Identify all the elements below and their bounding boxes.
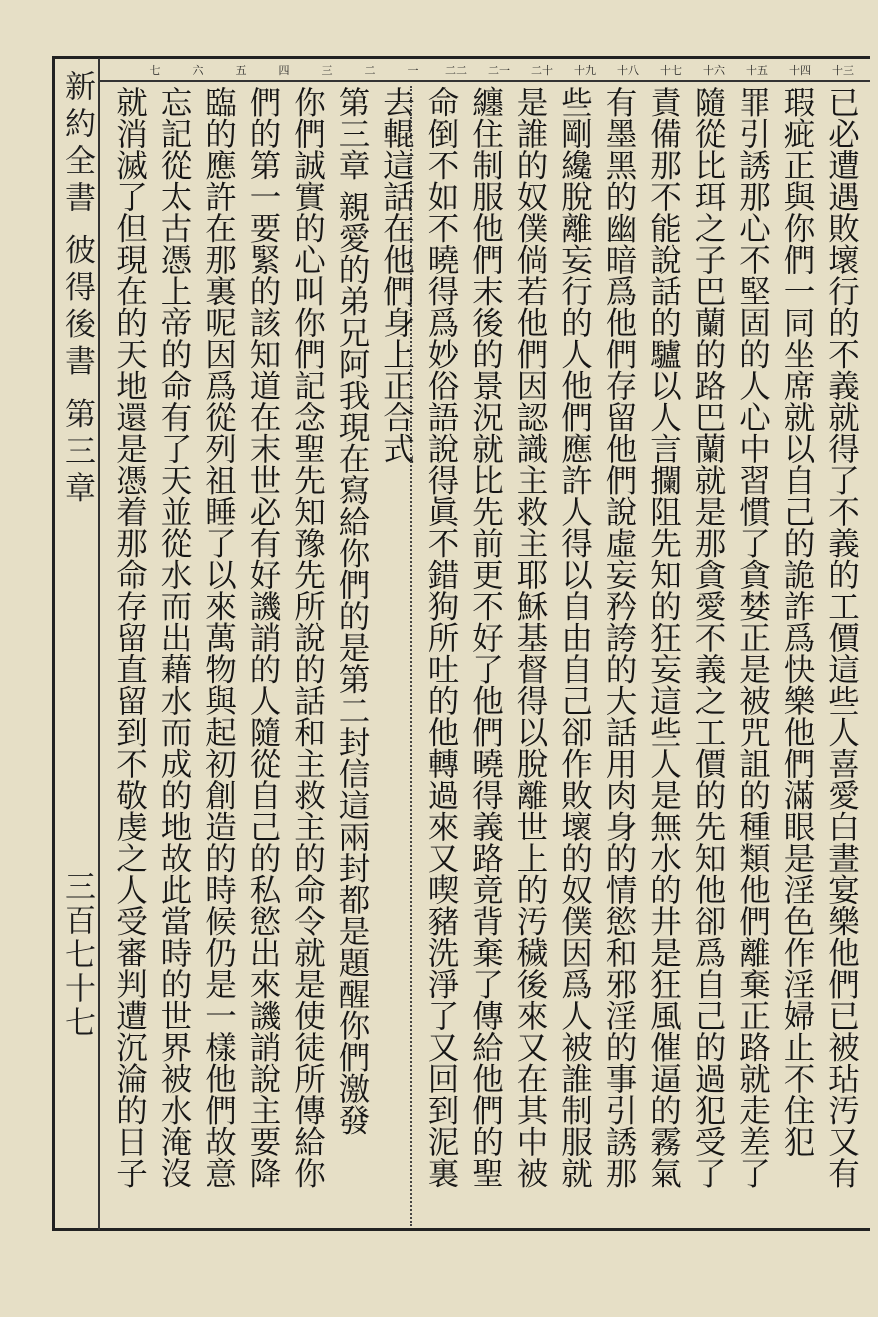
verse-number: 十三 bbox=[832, 64, 854, 77]
verse-number: 十六 bbox=[703, 64, 725, 77]
verse-number: 五 bbox=[235, 64, 247, 77]
verse-number-band-rule bbox=[100, 80, 870, 82]
verse-number: 二一 bbox=[488, 64, 510, 77]
verse-number: 六 bbox=[192, 64, 204, 77]
page-number: 三百七十七 bbox=[59, 870, 95, 1040]
verse-number: 十九 bbox=[574, 64, 596, 77]
bottom-border-rule bbox=[52, 1228, 870, 1231]
verse-number: 十七 bbox=[660, 64, 682, 77]
margin-divider-rule bbox=[98, 58, 100, 1230]
text-column: 們的第一要緊的該知道在末世必有好譏誚的人隨從自己的私慾出來譏誚說主要降 bbox=[245, 86, 281, 1189]
text-column: 纏住制服他們末後的景況就比先前更不好了他們曉得義路竟背棄了傳給他們的聖 bbox=[467, 86, 504, 1189]
text-column: 些剛纔脫離妄行的人他們應許人得以自由自己卻作敗壞的奴僕因爲人被誰制服就 bbox=[556, 86, 593, 1189]
verse-number: 十八 bbox=[617, 64, 639, 77]
text-column: 忘記從太古憑上帝的命有了天並從水而出藉水而成的地故此當時的世界被水淹沒 bbox=[156, 86, 192, 1189]
text-column: 有墨黑的幽暗爲他們存留他們說虛妄矜誇的大話用肉身的情慾和邪淫的事引誘那 bbox=[601, 86, 637, 1189]
text-column: 責備那不能說話的驢以人言攔阻先知的狂妄這些人是無水的井是狂風催逼的霧氣 bbox=[645, 86, 682, 1189]
text-column: 瑕疵正與你們一同坐席就以自己的詭詐爲快樂他們滿眼是淫色作淫婦止不住犯 bbox=[779, 86, 815, 1157]
text-column: 你們誠實的心叫你們記念聖先知豫先所說的話和主救主的命令就是使徒所傳給你 bbox=[289, 86, 326, 1189]
verse-number: 二 bbox=[364, 64, 376, 77]
verse-number: 七 bbox=[149, 64, 161, 77]
verse-number: 四 bbox=[278, 64, 290, 77]
text-column: 隨從比珥之子巴蘭的路巴蘭就是那貪愛不義之工價的先知他卻爲自己的過犯受了 bbox=[690, 86, 726, 1189]
top-border-rule bbox=[52, 56, 870, 59]
text-column: 罪引誘那心不堅固的人心中習慣了貪婪正是被咒詛的種類他們離棄正路就走差了 bbox=[734, 86, 771, 1189]
verse-number: 十五 bbox=[746, 64, 768, 77]
text-column: 第三章 親愛的弟兄阿我現在寫給你們的是第二封信這兩封都是題醒你們激發 bbox=[334, 86, 370, 1136]
verse-number: 十四 bbox=[789, 64, 811, 77]
text-column: 去輥這話在他們身上正合式 bbox=[378, 86, 415, 464]
verse-number: 二十 bbox=[531, 64, 553, 77]
left-border-rule bbox=[52, 56, 55, 1231]
text-column: 是誰的奴僕倘若他們因認識主救主耶穌基督得以脫離世上的汚穢後來又在其中被 bbox=[512, 86, 548, 1189]
chapter-break-divider bbox=[410, 86, 412, 1226]
text-column: 臨的應許在那裏呢因爲從列祖睡了以來萬物與起初創造的時候仍是一樣他們故意 bbox=[200, 86, 237, 1189]
text-column: 就消滅了但現在的天地還是憑着那命存留直留到不敬虔之人受審判遭沉淪的日子 bbox=[111, 86, 148, 1189]
verse-number: 一 bbox=[407, 64, 419, 77]
running-head: 新約全書 彼得後書 第三章 bbox=[59, 70, 95, 509]
verse-number: 三 bbox=[321, 64, 333, 77]
text-column: 命倒不如不曉得爲妙俗語說得眞不錯狗所吐的他轉過來又喫豬洗淨了又回到泥裏 bbox=[423, 86, 459, 1189]
text-column: 已必遭遇敗壞行的不義就得了不義的工價這些人喜愛白晝宴樂他們已被玷汚又有 bbox=[823, 86, 860, 1189]
verse-number: 二二 bbox=[445, 64, 467, 77]
